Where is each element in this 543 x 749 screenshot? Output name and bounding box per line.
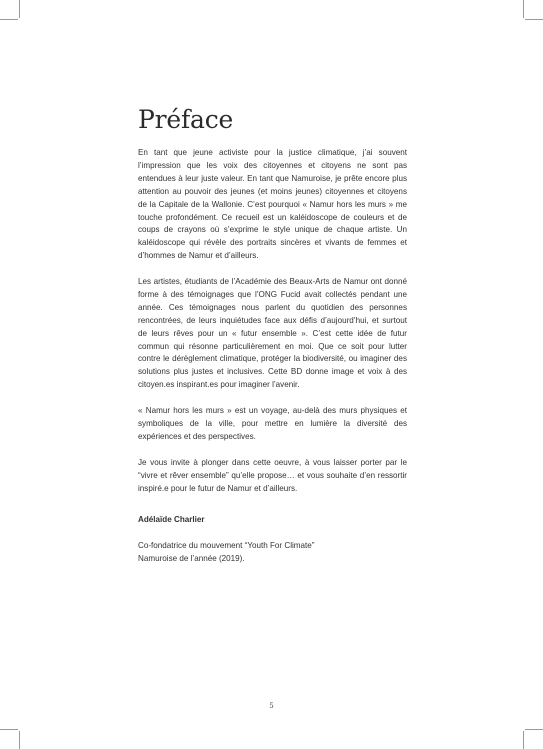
crop-mark-left-top	[0, 19, 18, 20]
paragraph-4: Je vous invite à plonger dans cette oeuvre, à vous laisser porter par le “vivre et rêver ensemble” qu’elle propose… et vous souhaite d’en ressortir inspiré.e pour le futur de Namur et d’ailleurs.	[138, 457, 407, 493]
crop-mark-right-bottom	[525, 729, 543, 730]
body-text	[138, 147, 407, 566]
page-title: Préface	[138, 105, 234, 134]
crop-mark-top-right	[523, 0, 524, 18]
page-number: 5	[269, 702, 274, 710]
paragraph-3: « Namur hors les murs » est un voyage, au-delà des murs physiques et symboliques de la ville, pour mettre en lumière la diversité des expériences et des perspectives.	[138, 406, 407, 441]
paragraph-2: Les artistes, étudiants de l’Académie des Beaux-Arts de Namur ont donné forme à des témoignages que l’ONG Fucid avait collectés pendant une année. Ces témoignages nous parlent du quotidien des personnes rencontrées, de leurs inquiétudes face aux défis d’aujourd’hui, et surtout de leurs rêves pour un « futur ensemble ». C’est cette idée de futur commun qui résonne particulièrement en moi. Que ce soit pour lutter contre le dérèglement climatique, protéger la biodiversité, ou imaginer des solutions plus justes et inclusives. Cette BD donne image et voix à des citoyen.es inspirant.es pour imaginer l’avenir.	[138, 277, 407, 390]
crop-mark-top-left	[19, 0, 20, 18]
paragraph-1: En tant que jeune activiste pour la justice climatique, j’ai souvent l’impression que les voix des citoyennes et citoyens ne sont pas entendues à leur juste valeur. En tant que Namuroise, je prête encore plus attention au pouvoir des jeunes (et moins jeunes) citoyennes et citoyens de la Capitale de la Wallonie. C’est pourquoi « Namur hors les murs » me touche profondément. Ce recueil est un kaléidoscope de couleurs et de coups de crayons où s’exprime le style unique de chaque artiste. Un kaléidoscope qui révèle des portraits sincères et vivants de femmes et d’hommes de Namur et d’ailleurs.	[138, 148, 407, 261]
crop-mark-left-bottom	[0, 729, 18, 730]
signature-block	[138, 514, 407, 566]
signature-role-1: Co-fondatrice du mouvement “Youth For Climate”	[138, 541, 315, 551]
signature-name: Adélaïde Charlier	[138, 515, 205, 525]
crop-mark-bottom-right	[523, 731, 524, 749]
crop-mark-right-top	[525, 19, 543, 20]
signature-role-2: Namuroise de l’année (2019).	[138, 554, 245, 564]
crop-mark-bottom-left	[19, 731, 20, 749]
